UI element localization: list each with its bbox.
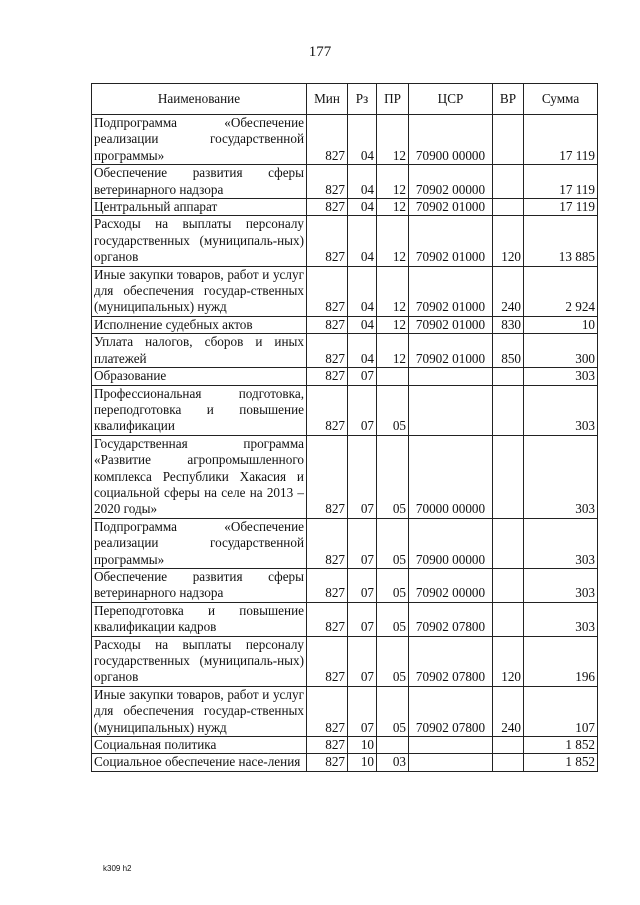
cell-vr (493, 199, 524, 216)
cell-name: Подпрограмма «Обеспечение реализации государственной программы» (92, 518, 307, 568)
cell-min: 827 (307, 216, 348, 266)
cell-pr (377, 368, 409, 385)
cell-name: Иные закупки товаров, работ и услуг для обеспечения государ-ственных (муниципальных) нужд (92, 686, 307, 736)
cell-pr: 05 (377, 385, 409, 435)
header-rz: Рз (348, 84, 377, 115)
cell-rz: 04 (348, 165, 377, 199)
cell-sum: 303 (524, 435, 598, 518)
table-row (92, 385, 598, 435)
table-row (92, 636, 598, 686)
cell-sum: 303 (524, 568, 598, 602)
cell-vr (493, 385, 524, 435)
cell-vr (493, 737, 524, 754)
header-csr: ЦСР (409, 84, 493, 115)
cell-vr (493, 115, 524, 165)
cell-csr (409, 368, 493, 385)
cell-pr: 12 (377, 334, 409, 368)
cell-pr: 05 (377, 686, 409, 736)
cell-csr: 70902 01000 (409, 199, 493, 216)
cell-pr: 05 (377, 518, 409, 568)
cell-csr: 70902 07800 (409, 636, 493, 686)
table-row (92, 334, 598, 368)
cell-name: Обеспечение развития сферы ветеринарного надзора (92, 568, 307, 602)
cell-rz: 10 (348, 737, 377, 754)
cell-vr (493, 368, 524, 385)
cell-sum: 303 (524, 385, 598, 435)
cell-sum: 303 (524, 368, 598, 385)
cell-name: Государственная программа «Развитие агропромышленного комплекса Республики Хакасия и социальной сферы на селе на 2013 – 2020 годы» (92, 435, 307, 518)
table-row (92, 266, 598, 316)
cell-min: 827 (307, 385, 348, 435)
cell-vr: 240 (493, 686, 524, 736)
cell-vr (493, 568, 524, 602)
cell-csr: 70902 01000 (409, 316, 493, 333)
cell-sum: 303 (524, 518, 598, 568)
table-row (92, 115, 598, 165)
cell-min: 827 (307, 368, 348, 385)
table-header-row (92, 84, 598, 115)
cell-pr: 05 (377, 602, 409, 636)
cell-sum: 17 119 (524, 115, 598, 165)
cell-sum: 17 119 (524, 199, 598, 216)
cell-sum: 1 852 (524, 737, 598, 754)
cell-min: 827 (307, 334, 348, 368)
cell-rz: 07 (348, 435, 377, 518)
cell-csr: 70902 01000 (409, 334, 493, 368)
cell-rz: 07 (348, 602, 377, 636)
table-row (92, 686, 598, 736)
header-vr: ВР (493, 84, 524, 115)
cell-sum: 303 (524, 602, 598, 636)
cell-sum: 196 (524, 636, 598, 686)
cell-min: 827 (307, 737, 348, 754)
cell-vr (493, 602, 524, 636)
cell-name: Исполнение судебных актов (92, 316, 307, 333)
table-row (92, 518, 598, 568)
budget-table (91, 83, 598, 772)
cell-pr: 05 (377, 568, 409, 602)
cell-vr: 240 (493, 266, 524, 316)
table-row (92, 435, 598, 518)
cell-pr: 12 (377, 199, 409, 216)
cell-min: 827 (307, 165, 348, 199)
cell-csr: 70902 07800 (409, 602, 493, 636)
cell-pr: 05 (377, 435, 409, 518)
cell-sum: 13 885 (524, 216, 598, 266)
cell-vr: 850 (493, 334, 524, 368)
table-row (92, 754, 598, 771)
cell-rz: 07 (348, 518, 377, 568)
page-number: 177 (308, 44, 332, 60)
cell-name: Социальная политика (92, 737, 307, 754)
cell-name: Подпрограмма «Обеспечение реализации государственной программы» (92, 115, 307, 165)
cell-sum: 107 (524, 686, 598, 736)
header-name: Наименование (92, 84, 307, 115)
cell-sum: 300 (524, 334, 598, 368)
cell-rz: 07 (348, 636, 377, 686)
cell-min: 827 (307, 518, 348, 568)
table-row (92, 165, 598, 199)
cell-rz: 04 (348, 316, 377, 333)
header-pr: ПР (377, 84, 409, 115)
cell-sum: 10 (524, 316, 598, 333)
footer-code: k309 h2 (103, 864, 132, 873)
cell-rz: 04 (348, 334, 377, 368)
cell-min: 827 (307, 316, 348, 333)
cell-name: Расходы на выплаты персоналу государственных (муниципаль-ных) органов (92, 216, 307, 266)
cell-vr: 120 (493, 216, 524, 266)
cell-name: Образование (92, 368, 307, 385)
cell-csr (409, 754, 493, 771)
cell-pr: 12 (377, 165, 409, 199)
cell-pr: 12 (377, 316, 409, 333)
cell-sum: 17 119 (524, 165, 598, 199)
cell-vr (493, 435, 524, 518)
cell-min: 827 (307, 686, 348, 736)
table-row (92, 602, 598, 636)
cell-rz: 10 (348, 754, 377, 771)
cell-pr: 12 (377, 216, 409, 266)
cell-vr: 120 (493, 636, 524, 686)
cell-vr (493, 754, 524, 771)
cell-vr (493, 518, 524, 568)
cell-min: 827 (307, 435, 348, 518)
cell-name: Центральный аппарат (92, 199, 307, 216)
header-min: Мин (307, 84, 348, 115)
table-row (92, 216, 598, 266)
cell-rz: 07 (348, 568, 377, 602)
cell-pr (377, 737, 409, 754)
cell-csr (409, 385, 493, 435)
cell-min: 827 (307, 568, 348, 602)
cell-name: Уплата налогов, сборов и иных платежей (92, 334, 307, 368)
cell-rz: 07 (348, 686, 377, 736)
cell-sum: 1 852 (524, 754, 598, 771)
cell-pr: 03 (377, 754, 409, 771)
table-row (92, 316, 598, 333)
cell-csr: 70900 00000 (409, 115, 493, 165)
cell-rz: 04 (348, 199, 377, 216)
cell-min: 827 (307, 636, 348, 686)
cell-rz: 07 (348, 368, 377, 385)
cell-csr: 70902 07800 (409, 686, 493, 736)
cell-csr: 70900 00000 (409, 518, 493, 568)
table-row (92, 737, 598, 754)
cell-pr: 12 (377, 266, 409, 316)
cell-name: Переподготовка и повышение квалификации кадров (92, 602, 307, 636)
cell-min: 827 (307, 115, 348, 165)
cell-min: 827 (307, 266, 348, 316)
cell-csr: 70902 01000 (409, 266, 493, 316)
cell-min: 827 (307, 754, 348, 771)
table-row (92, 568, 598, 602)
cell-name: Социальное обеспечение насе-ления (92, 754, 307, 771)
cell-csr: 70902 00000 (409, 568, 493, 602)
cell-min: 827 (307, 199, 348, 216)
cell-name: Расходы на выплаты персоналу государственных (муниципаль-ных) органов (92, 636, 307, 686)
cell-vr (493, 165, 524, 199)
cell-rz: 04 (348, 216, 377, 266)
cell-vr: 830 (493, 316, 524, 333)
table-row (92, 368, 598, 385)
header-sum: Сумма (524, 84, 598, 115)
cell-csr: 70902 00000 (409, 165, 493, 199)
cell-name: Обеспечение развития сферы ветеринарного надзора (92, 165, 307, 199)
cell-rz: 04 (348, 115, 377, 165)
table-row (92, 199, 598, 216)
cell-rz: 07 (348, 385, 377, 435)
cell-name: Иные закупки товаров, работ и услуг для обеспечения государ-ственных (муниципальных) нужд (92, 266, 307, 316)
cell-min: 827 (307, 602, 348, 636)
cell-name: Профессиональная подготовка, переподготовка и повышение квалификации (92, 385, 307, 435)
cell-pr: 12 (377, 115, 409, 165)
cell-csr (409, 737, 493, 754)
cell-csr: 70000 00000 (409, 435, 493, 518)
cell-sum: 2 924 (524, 266, 598, 316)
cell-csr: 70902 01000 (409, 216, 493, 266)
cell-rz: 04 (348, 266, 377, 316)
cell-pr: 05 (377, 636, 409, 686)
